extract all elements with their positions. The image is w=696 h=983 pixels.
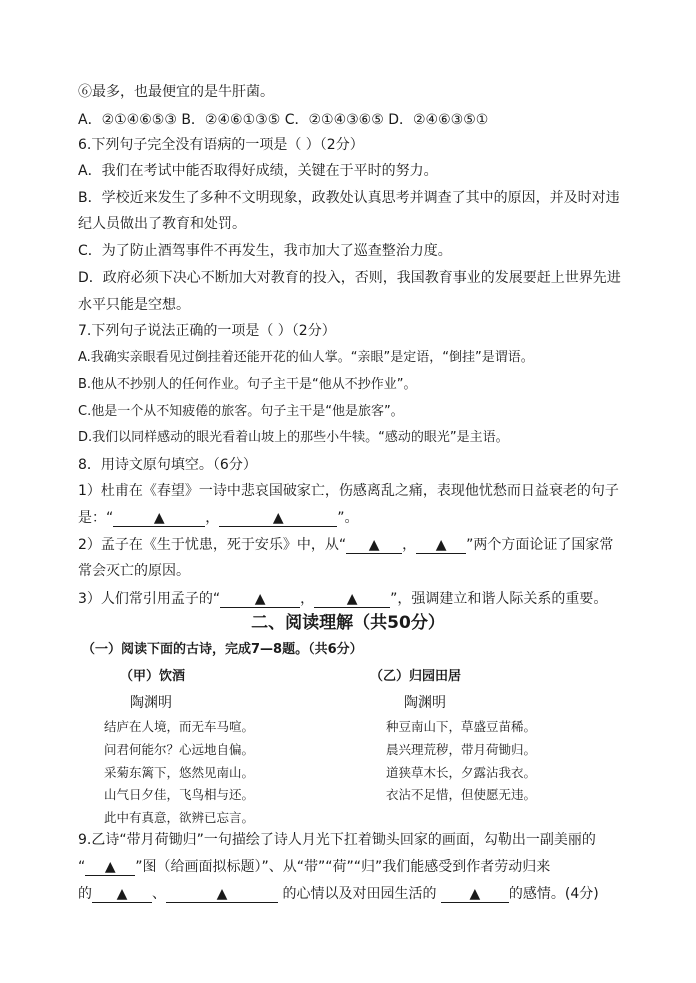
text: 3）人们常引用孟子的“ <box>78 591 221 607</box>
answer-blank[interactable]: ▲ <box>219 510 337 527</box>
poem-a-line: 结庐在人境，而无车马喧。 <box>104 719 255 734</box>
text: 的心情以及对田园生活的 <box>282 886 437 902</box>
q6-option-a: A．我们在考试中能否取得好成绩，关键在于平时的努力。 <box>78 163 438 179</box>
q5-options: A．②①④⑥⑤③ B．②④⑥①③⑤ C．②①④③⑥⑤ D．②④⑥③⑤① <box>78 112 489 128</box>
q5-tail: ⑥最多，也最便宜的是牛肝菌。 <box>78 84 274 100</box>
poem-a-line: 问君何能尔？心远地自偏。 <box>104 742 255 757</box>
text: ”，强调建立和谐人际关系的重要。 <box>390 591 608 607</box>
poem-a-line: 山气日夕佳，飞鸟相与还。 <box>104 787 255 802</box>
q7-option-b: B.他从不抄别人的任何作业。句子主干是“他从不抄作业”。 <box>78 377 417 392</box>
q8-item-2 <box>78 535 613 555</box>
poem-b-line: 道狭草木长，夕露沾我衣。 <box>386 765 537 780</box>
answer-blank[interactable]: ▲ <box>92 886 152 903</box>
q8-item-3 <box>78 589 607 609</box>
q6-stem: 6.下列句子完全没有语病的一项是（ ）（2分） <box>78 137 364 153</box>
q8-item-1-blanks <box>78 508 359 528</box>
text: 、 <box>152 886 166 902</box>
q7-option-d: D.我们以同样感动的眼光看着山坡上的那些小牛犊。“感动的眼光”是主语。 <box>78 430 509 445</box>
q6-option-c: C．为了防止酒驾事件不再发生，我市加大了巡查整治力度。 <box>78 243 452 259</box>
q6-option-b-cont: 纪人员做出了教育和处罚。 <box>78 216 246 232</box>
answer-blank[interactable]: ▲ <box>314 591 390 608</box>
poem-a-line: 此中有真意，欲辨已忘言。 <box>104 810 255 825</box>
q6-option-b: B．学校近来发生了多种不文明现象，政教处认真思考并调查了其中的原因，并及时对违 <box>78 190 620 206</box>
text: ”图（给画面拟标题）”、从“带”“荷”“归”我们能感受到作者劳动归来 <box>135 859 551 875</box>
q9-line-1: 9.乙诗“带月荷锄归”一句描绘了诗人月光下扛着锄头回家的画面，勾勒出一副美丽的 <box>78 832 596 848</box>
poem-a-line: 采菊东篱下，悠然见南山。 <box>104 765 255 780</box>
poem-b-line: 晨兴理荒秽，带月荷锄归。 <box>386 742 537 757</box>
q8-item-2-cont: 常会灭亡的原因。 <box>78 563 190 579</box>
text: 的 <box>78 886 92 902</box>
q8-stem: 8．用诗文原句填空。（6分） <box>78 457 257 473</box>
text: ”两个方面论证了国家常 <box>466 537 614 553</box>
q8-item-1: 1）杜甫在《春望》一诗中悲哀国破家亡，伤感离乱之痛，表现他忧愁而日益衰老的句子 <box>78 483 619 499</box>
answer-blank[interactable]: ▲ <box>441 886 509 903</box>
q7-stem: 7.下列句子说法正确的一项是（ ）（2分） <box>78 323 336 339</box>
poem-b-title: （乙）归园田居 <box>370 669 462 684</box>
text: “ <box>78 859 86 875</box>
answer-blank[interactable]: ▲ <box>85 859 135 876</box>
text: 是：“ <box>78 510 114 526</box>
q6-option-d-cont: 水平只能是空想。 <box>78 297 190 313</box>
q9-line-2 <box>78 857 550 877</box>
answer-blank[interactable]: ▲ <box>166 886 278 903</box>
poem-b-line: 种豆南山下，草盛豆苗稀。 <box>386 719 537 734</box>
answer-blank[interactable]: ▲ <box>220 591 300 608</box>
text: ， <box>300 591 315 607</box>
poem-b-author: 陶渊明 <box>404 695 446 711</box>
answer-blank[interactable]: ▲ <box>416 537 466 554</box>
poem-a-author: 陶渊明 <box>130 695 172 711</box>
section-title: 二、阅读理解（共50分） <box>251 613 445 633</box>
section-subtitle: （一）阅读下面的古诗，完成7—8题。（共6分） <box>82 642 363 657</box>
text: ， <box>402 537 417 553</box>
q9-line-3 <box>78 884 599 904</box>
text: ， <box>205 510 220 526</box>
poem-b-line: 衣沾不足惜，但使愿无违。 <box>386 787 537 802</box>
answer-blank[interactable]: ▲ <box>113 510 205 527</box>
poem-a-title: （甲）饮酒 <box>120 669 186 684</box>
text: 2）孟子在《生于忧患，死于安乐》中，从“ <box>78 537 347 553</box>
q6-option-d: D．政府必须下决心不断加大对教育的投入，否则，我国教育事业的发展要赶上世界先进 <box>78 270 621 286</box>
text: ”。 <box>337 510 359 526</box>
q7-option-a: A.我确实亲眼看见过倒挂着还能开花的仙人掌。“亲眼”是定语，“倒挂”是谓语。 <box>78 350 534 365</box>
answer-blank[interactable]: ▲ <box>346 537 402 554</box>
q7-option-c: C.他是一个从不知疲倦的旅客。句子主干是“他是旅客”。 <box>78 404 404 419</box>
text: 的感情。(4分) <box>508 886 599 902</box>
